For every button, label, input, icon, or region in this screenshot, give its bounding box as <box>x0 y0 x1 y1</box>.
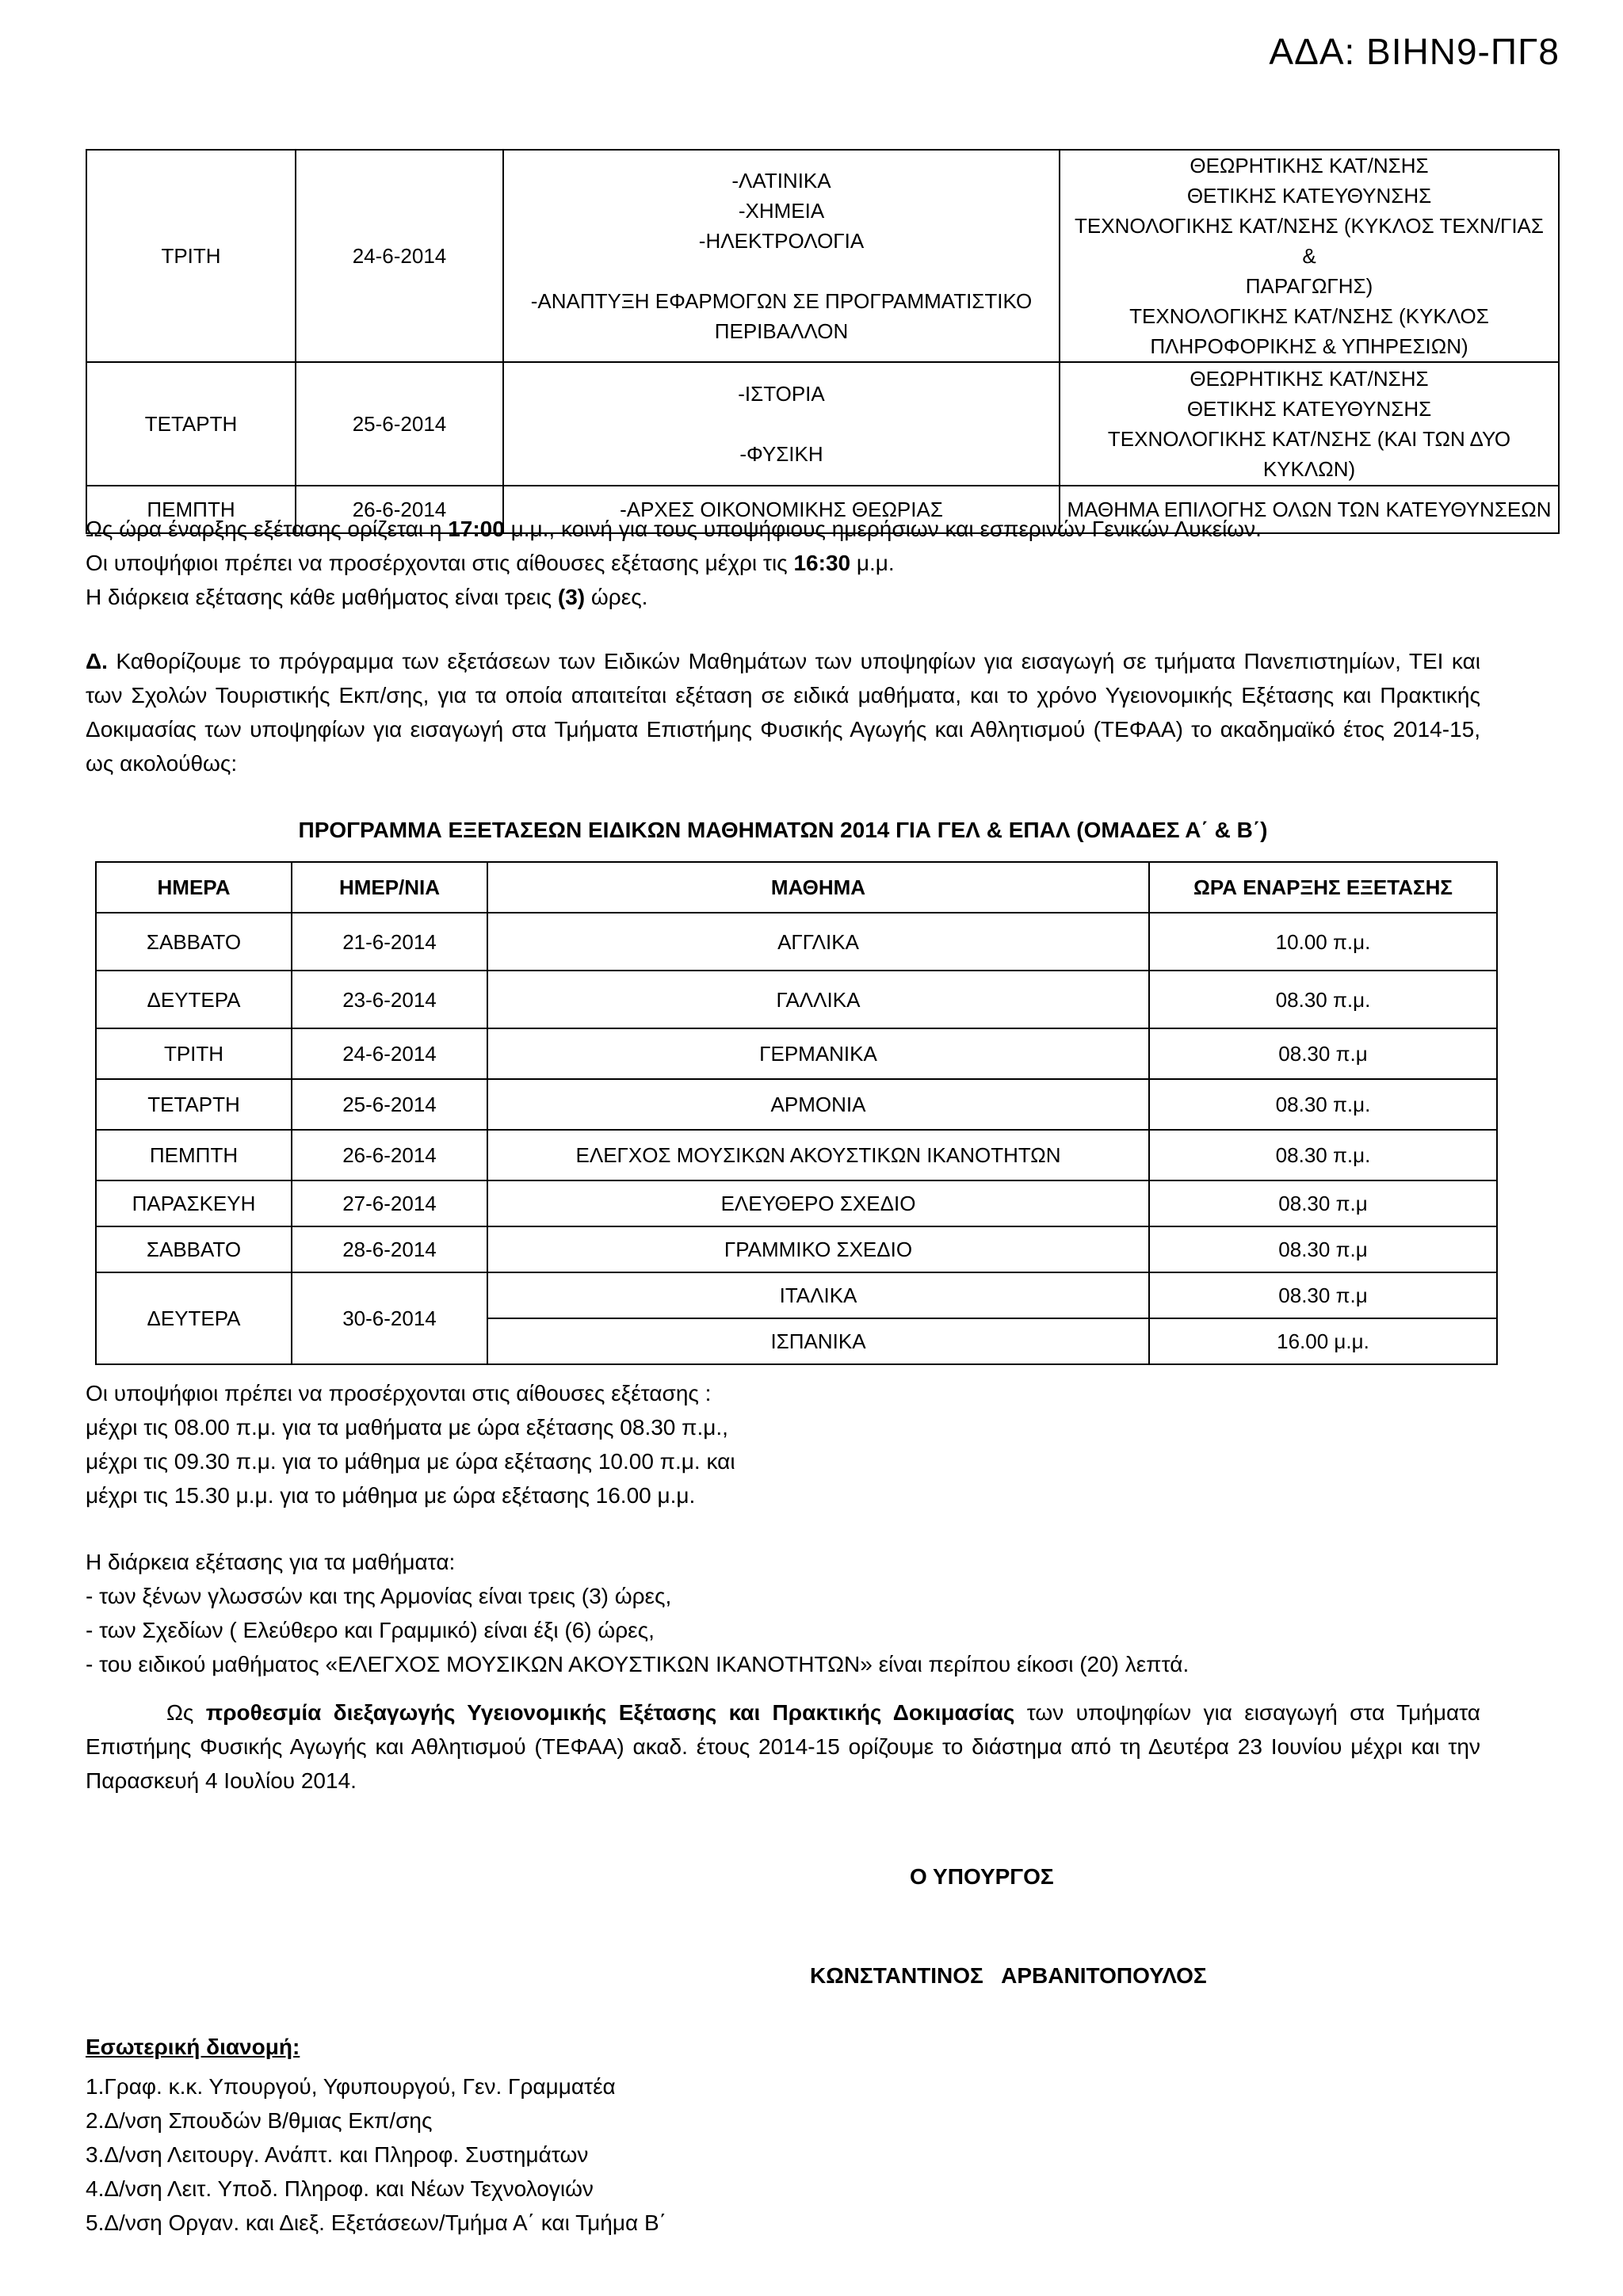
subject-cell: ΙΤΑΛΙΚΑ <box>487 1272 1149 1318</box>
column-header: ΜΑΘΗΜΑ <box>487 862 1149 913</box>
directions-cell: ΘΕΩΡΗΤΙΚΗΣ ΚΑΤ/ΝΣΗΣ ΘΕΤΙΚΗΣ ΚΑΤΕΥΘΥΝΣΗΣ ΤΕΧΝΟΛΟΓΙΚΗΣ ΚΑΤ/ΝΣΗΣ (ΚΥΚΛΟΣ ΤΕΧΝ/ΓΙΑΣ & ΠΑΡΑΓΩΓΗΣ) ΤΕΧΝΟΛΟΓΙΚΗΣ ΚΑΤ/ΝΣΗΣ (ΚΥΚΛΟΣ ΠΛΗΡΟΦΟΡΙΚΗΣ & ΥΠΗΡΕΣΙΩΝ) <box>1060 150 1559 362</box>
special-exams-title: ΠΡΟΓΡΑΜΜΑ ΕΞΕΤΑΣΕΩΝ ΕΙΔΙΚΩΝ ΜΑΘΗΜΑΤΩΝ 2014 ΓΙΑ ΓΕΛ & ΕΠΑΛ (ΟΜΑΔΕΣ Α΄ & Β΄) <box>298 818 1268 842</box>
subject-cell: ΓΑΛΛΙΚΑ <box>487 971 1149 1028</box>
directions-cell: ΜΑΘΗΜΑ ΕΠΙΛΟΓΗΣ ΟΛΩΝ ΤΩΝ ΚΑΤΕΥΘΥΝΣΕΩΝ <box>1060 486 1559 533</box>
column-header: ΩΡΑ ΕΝΑΡΞΗΣ ΕΞΕΤΑΣΗΣ <box>1149 862 1497 913</box>
list-item: 5.Δ/νση Οργαν. και Διεξ. Εξετάσεων/Τμήμα Α΄ και Τμήμα Β΄ <box>86 2210 666 2235</box>
day-cell: ΔΕΥΤΕΡΑ <box>96 971 292 1028</box>
day-cell: ΤΕΤΑΡΤΗ <box>86 362 296 486</box>
time-cell: 08.30 π.μ. <box>1149 1130 1497 1180</box>
section-label: Δ. <box>86 649 108 673</box>
table-row <box>96 1272 1497 1318</box>
subject-cell: ΓΕΡΜΑΝΙΚΑ <box>487 1028 1149 1079</box>
list-item: 4.Δ/νση Λειτ. Υποδ. Πληροφ. και Νέων Τεχνολογιών <box>86 2176 594 2201</box>
subject-cell: ΑΓΓΛΙΚΑ <box>487 913 1149 971</box>
ada-code: ΑΔΑ: ΒΙΗΝ9-ΠΓ8 <box>1269 31 1560 72</box>
time-cell: 08.30 π.μ <box>1149 1226 1497 1272</box>
day-cell: ΠΕΜΠΤΗ <box>86 486 296 533</box>
column-header: ΗΜΕΡΑ <box>96 862 292 913</box>
time-cell: 16.00 μ.μ. <box>1149 1318 1497 1364</box>
table-row <box>96 913 1497 971</box>
subject-cell: ΙΣΠΑΝΙΚΑ <box>487 1318 1149 1364</box>
time-cell: 08.30 π.μ. <box>1149 971 1497 1028</box>
distribution-title: Εσωτερική διανομή: <box>86 2035 300 2059</box>
table-row <box>86 150 1559 362</box>
date-cell: 28-6-2014 <box>292 1226 487 1272</box>
list-item: 3.Δ/νση Λειτουργ. Ανάπτ. και Πληροφ. Συστημάτων <box>86 2142 589 2167</box>
day-cell: ΤΕΤΑΡΤΗ <box>96 1079 292 1130</box>
day-cell: ΔΕΥΤΕΡΑ <box>96 1272 292 1364</box>
date-cell: 30-6-2014 <box>292 1272 487 1364</box>
subject-cell: ΑΡΜΟΝΙΑ <box>487 1079 1149 1130</box>
exam-time-notes: Ως ώρα έναρξης εξέτασης ορίζεται η 17:00 μ.μ., κοινή για τους υποψήφιους ημερήσιων και εσπερινών Γενικών Λυκείων. Οι υποψήφιοι πρέπει να προσέρχονται στις αίθουσες εξέτασης μέχρι τις 16:30 μ.μ. Η διάρκεια εξέτασης κάθε μαθήματος είναι τρεις (3) ώρες. <box>86 517 1262 609</box>
table-row <box>96 1079 1497 1130</box>
duration-notes: Η διάρκεια εξέτασης για τα μαθήματα: - των ξένων γλωσσών και της Αρμονίας είναι τρεις (3) ώρες, - των Σχεδίων ( Ελεύθερο και Γραμμικό) είναι έξι (6) ώρες, - του ειδικού μαθήματος «ΕΛΕΓΧΟΣ ΜΟΥΣΙΚΩΝ ΑΚΟΥΣΤΙΚΩΝ ΙΚΑΝΟΤΗΤΩΝ» είναι περίπου είκοσι (20) λεπτά. <box>86 1550 1190 1676</box>
subject-cell: ΓΡΑΜΜΙΚΟ ΣΧΕΔΙΟ <box>487 1226 1149 1272</box>
exam-schedule-table-continued <box>86 149 1560 534</box>
date-cell: 24-6-2014 <box>296 150 503 362</box>
time-cell: 10.00 π.μ. <box>1149 913 1497 971</box>
subject-cell: ΕΛΕΥΘΕΡΟ ΣΧΕΔΙΟ <box>487 1180 1149 1226</box>
subjects-cell: -ΑΡΧΕΣ ΟΙΚΟΝΟΜΙΚΗΣ ΘΕΩΡΙΑΣ <box>503 486 1060 533</box>
date-cell: 27-6-2014 <box>292 1180 487 1226</box>
section-d-paragraph: Δ. Καθορίζουμε το πρόγραμμα των εξετάσεων των Ειδικών Μαθημάτων των υποψηφίων για εισαγωγή σε τμήματα Πανεπιστημίων, ΤΕΙ και των Σχολών Τουριστικής Εκπ/σης, για τα οποία απαιτείται εξέταση σε ειδικά μαθήματα, και το χρόνο Υγειονομικής Εξέτασης και Πρακτικής Δοκιμασίας των υποψηφίων για εισαγωγή στα Τμήματα Επιστήμης Φυσικής Αγωγής και Αθλητισμού (ΤΕΦΑΑ) το ακαδημαϊκό έτος 2014-15, ως ακολούθως: <box>86 649 1480 776</box>
signature-name: ΚΩΝΣΤΑΝΤΙΝΟΣ ΑΡΒΑΝΙΤΟΠΟΥΛΟΣ <box>810 1963 1207 1988</box>
subject-cell: ΕΛΕΓΧΟΣ ΜΟΥΣΙΚΩΝ ΑΚΟΥΣΤΙΚΩΝ ΙΚΑΝΟΤΗΤΩΝ <box>487 1130 1149 1180</box>
date-cell: 26-6-2014 <box>296 486 503 533</box>
day-cell: ΣΑΒΒΑΤΟ <box>96 913 292 971</box>
date-cell: 23-6-2014 <box>292 971 487 1028</box>
table-row <box>96 1130 1497 1180</box>
time-cell: 08.30 π.μ. <box>1149 1079 1497 1130</box>
day-cell: ΠΕΜΠΤΗ <box>96 1130 292 1180</box>
date-cell: 25-6-2014 <box>296 362 503 486</box>
signature-title: Ο ΥΠΟΥΡΓΟΣ <box>910 1864 1054 1889</box>
table-row <box>96 1028 1497 1079</box>
date-cell: 25-6-2014 <box>292 1079 487 1130</box>
time-cell: 08.30 π.μ <box>1149 1272 1497 1318</box>
list-item: 1.Γραφ. κ.κ. Υπουργού, Υφυπουργού, Γεν. Γραμματέα <box>86 2074 616 2099</box>
date-cell: 26-6-2014 <box>292 1130 487 1180</box>
day-cell: ΠΑΡΑΣΚΕΥΗ <box>96 1180 292 1226</box>
table-header-row <box>96 862 1497 913</box>
day-cell: ΤΡΙΤΗ <box>86 150 296 362</box>
table-row <box>86 362 1559 486</box>
arrival-time-notes: Οι υποψήφιοι πρέπει να προσέρχονται στις αίθουσες εξέτασης : μέχρι τις 08.00 π.μ. για τα μαθήματα με ώρα εξέτασης 08.30 π.μ., μέχρι τις 09.30 π.μ. για το μάθημα με ώρα εξέτασης 10.00 π.μ. και μέχρι τις 15.30 μ.μ. για το μάθημα με ώρα εξέτασης 16.00 μ.μ. <box>86 1381 735 1508</box>
table-row <box>96 1226 1497 1272</box>
directions-cell: ΘΕΩΡΗΤΙΚΗΣ ΚΑΤ/ΝΣΗΣ ΘΕΤΙΚΗΣ ΚΑΤΕΥΘΥΝΣΗΣ ΤΕΧΝΟΛΟΓΙΚΗΣ ΚΑΤ/ΝΣΗΣ (ΚΑΙ ΤΩΝ ΔΥΟ ΚΥΚΛΩΝ) <box>1060 362 1559 486</box>
table-row <box>96 1180 1497 1226</box>
day-cell: ΣΑΒΒΑΤΟ <box>96 1226 292 1272</box>
special-exams-table <box>95 861 1498 1365</box>
time-cell: 08.30 π.μ <box>1149 1028 1497 1079</box>
list-item: 2.Δ/νση Σπουδών Β/θμιας Εκπ/σης <box>86 2108 433 2133</box>
column-header: ΗΜΕΡ/ΝΙΑ <box>292 862 487 913</box>
deadline-paragraph: Ως προθεσμία διεξαγωγής Υγειονομικής Εξέτασης και Πρακτικής Δοκιμασίας των υποψηφίων για εισαγωγή στα Τμήματα Επιστήμης Φυσικής Αγωγής και Αθλητισμού (ΤΕΦΑΑ) ακαδ. έτους 2014-15 ορίζουμε το διάστημα από τη Δευτέρα 23 Ιουνίου μέχρι και την Παρασκευή 4 Ιουλίου 2014. <box>86 1700 1480 1793</box>
table-row <box>96 971 1497 1028</box>
subjects-cell: -ΛΑΤΙΝΙΚΑ -ΧΗΜΕΙΑ -ΗΛΕΚΤΡΟΛΟΓΙΑ -ΑΝΑΠΤΥΞΗ ΕΦΑΡΜΟΓΩΝ ΣΕ ΠΡΟΓΡΑΜΜΑΤΙΣΤΙΚΟ ΠΕΡΙΒΑΛΛΟΝ <box>503 150 1060 362</box>
distribution-list <box>86 2069 666 2240</box>
subjects-cell: -ΙΣΤΟΡΙΑ -ΦΥΣΙΚΗ <box>503 362 1060 486</box>
day-cell: ΤΡΙΤΗ <box>96 1028 292 1079</box>
time-cell: 08.30 π.μ <box>1149 1180 1497 1226</box>
date-cell: 21-6-2014 <box>292 913 487 971</box>
date-cell: 24-6-2014 <box>292 1028 487 1079</box>
